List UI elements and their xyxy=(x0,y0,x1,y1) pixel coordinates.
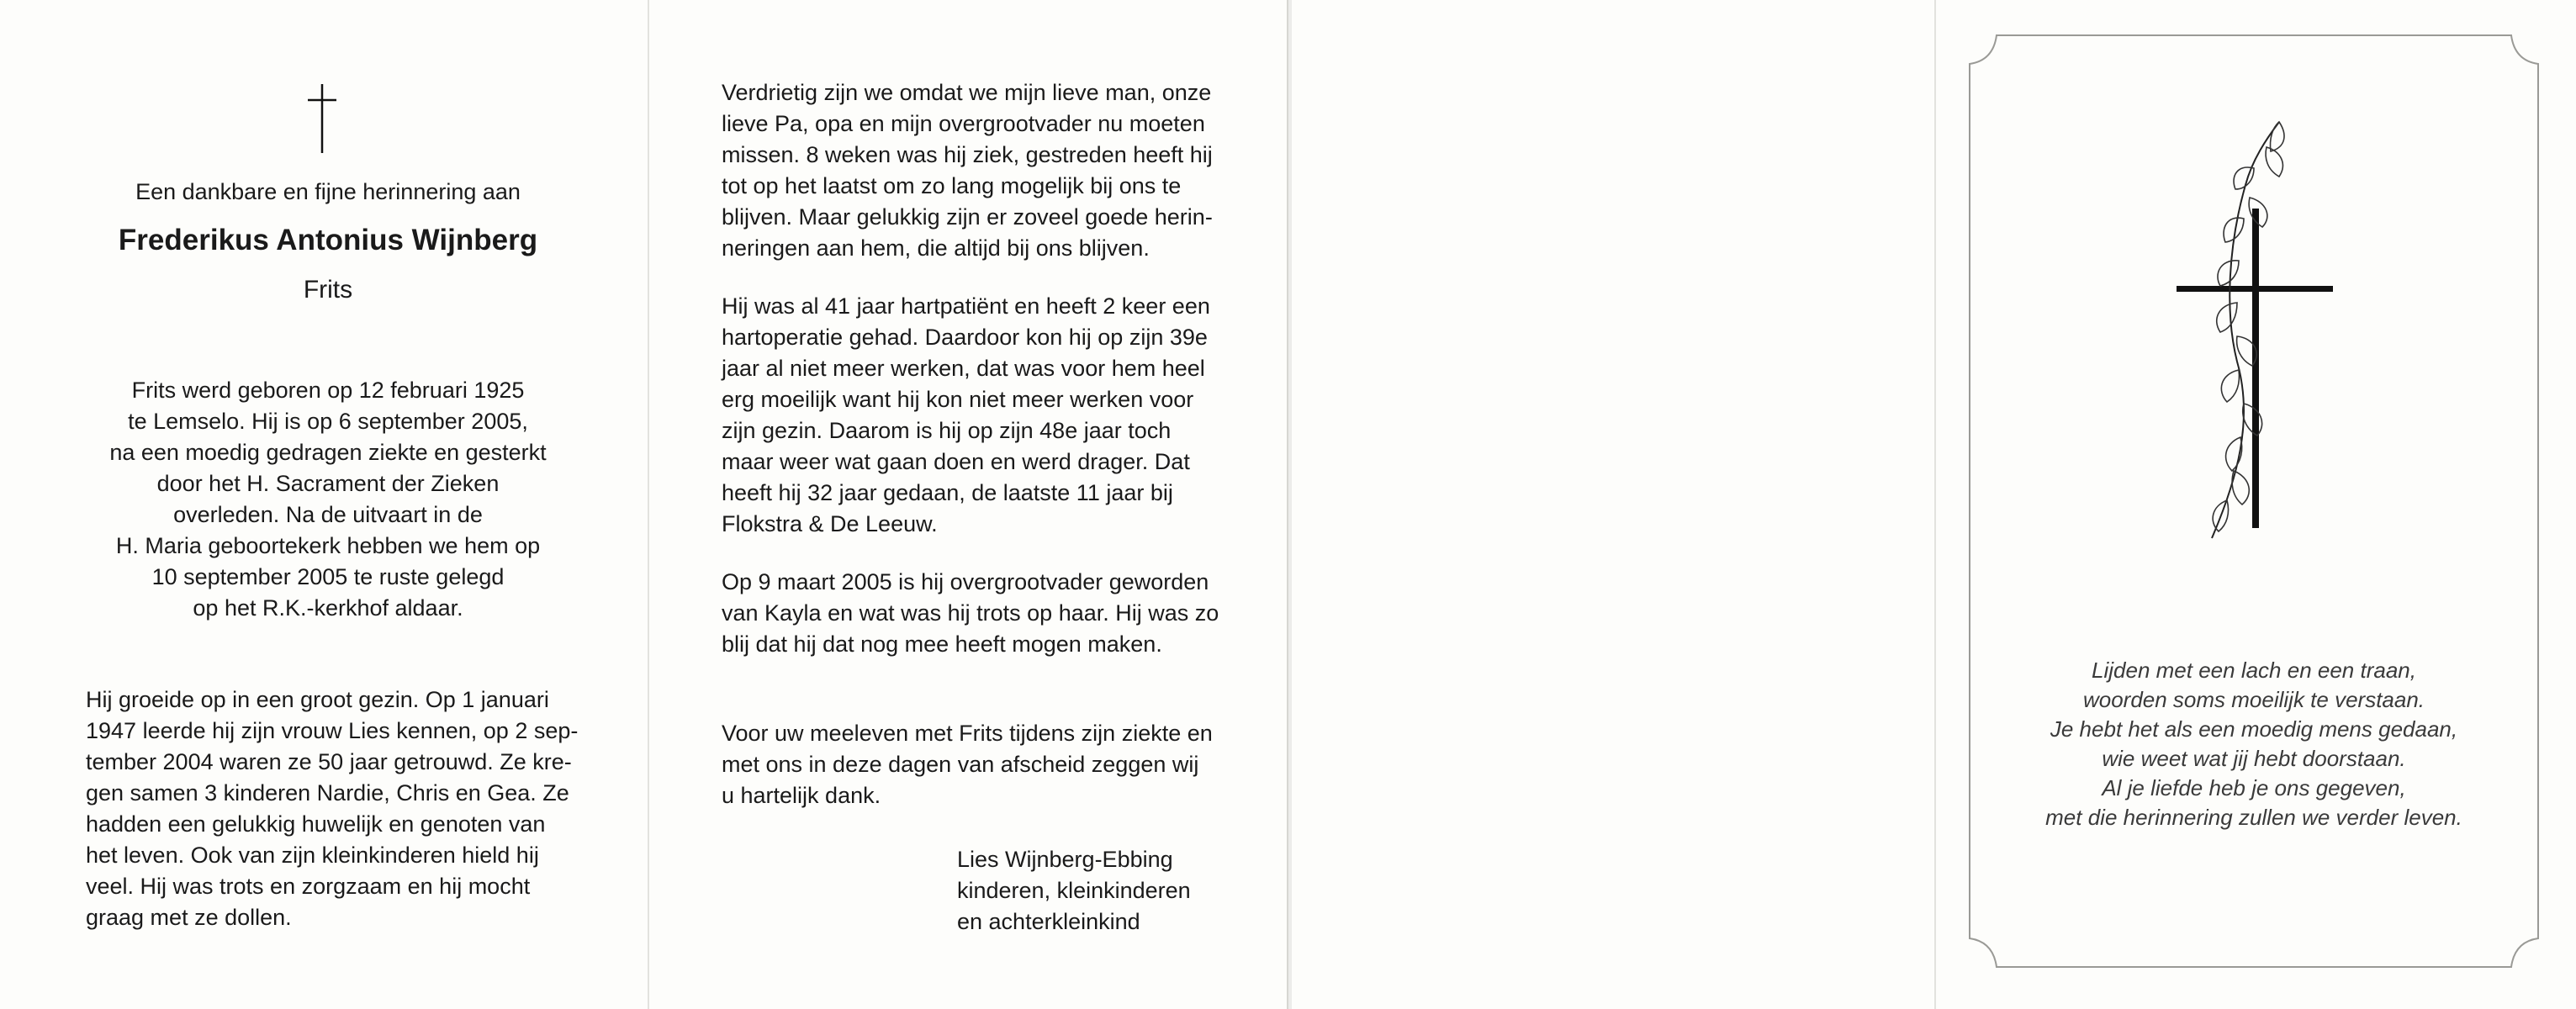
bio-line: Frits werd geboren op 12 februari 1925 xyxy=(131,378,525,403)
poem-line: Al je liefde heb je ons gegeven, xyxy=(2102,775,2406,800)
text-line: hadden een gelukkig huwelijk en genoten van xyxy=(86,811,546,837)
bio-line: overleden. Na de uitvaart in de xyxy=(173,502,483,527)
poem-line: wie weet wat jij hebt doorstaan. xyxy=(2102,746,2406,771)
text-line: missen. 8 weken was hij ziek, gestreden heeft hij xyxy=(722,142,1213,167)
youth-paragraph xyxy=(86,684,579,933)
cross-icon xyxy=(308,84,336,153)
text-line: jaar al niet meer werken, dat was voor hem heel xyxy=(722,356,1205,381)
text-line: Voor uw meeleven met Frits tijdens zijn ziekte en xyxy=(722,721,1213,746)
fold-line xyxy=(1934,0,1936,1009)
poem xyxy=(1993,656,2515,832)
text-line: Hij groeide op in een groot gezin. Op 1 januari xyxy=(86,687,549,712)
text-line: maar weer wat gaan doen en werd drager. Dat xyxy=(722,449,1190,474)
fold-line xyxy=(648,0,649,1009)
text-line: blijven. Maar gelukkig zijn er zoveel goede herin- xyxy=(722,204,1213,230)
text-line: erg moeilijk want hij kon niet meer werken voor xyxy=(722,387,1194,412)
text-line: blij dat hij dat nog mee heeft mogen maken. xyxy=(722,631,1162,657)
text-line: tot op het laatst om zo lang mogelijk bij ons te xyxy=(722,173,1182,198)
intro-line: Een dankbare en fijne herinnering aan xyxy=(135,179,521,204)
biography-paragraph xyxy=(67,375,589,624)
text-line: lieve Pa, opa en mijn overgrootvader nu moeten xyxy=(722,111,1205,136)
great-grandchild-paragraph xyxy=(722,567,1219,660)
bio-line: door het H. Sacrament der Zieken xyxy=(156,471,500,496)
bio-line: H. Maria geboortekerk hebben we hem op xyxy=(115,533,541,558)
signature-block xyxy=(957,844,1277,938)
text-line: graag met ze dollen. xyxy=(86,905,292,930)
text-line: hartoperatie gehad. Daardoor kon hij op zijn 39e xyxy=(722,325,1208,350)
text-line: Op 9 maart 2005 is hij overgrootvader geworden xyxy=(722,569,1209,594)
text-line: u hartelijk dank. xyxy=(722,783,881,808)
text-line: 1947 leerde hij zijn vrouw Lies kennen, op 2 sep- xyxy=(86,718,579,743)
deceased-name: Frederikus Antonius Wijnberg xyxy=(118,224,538,256)
cross-with-olive-branch-icon xyxy=(2153,118,2355,555)
bio-line: na een moedig gedragen ziekte en gesterkt xyxy=(109,440,547,465)
text-line: veel. Hij was trots en zorgzaam en hij mocht xyxy=(86,874,531,899)
text-line: tember 2004 waren ze 50 jaar getrouwd. Ze kre- xyxy=(86,749,572,774)
bio-line: 10 september 2005 te ruste gelegd xyxy=(151,564,505,589)
poem-line: Lijden met een lach en een traan, xyxy=(2092,658,2416,683)
poem-line: woorden soms moeilijk te verstaan. xyxy=(2082,687,2425,712)
text-line: heeft hij 32 jaar gedaan, de laatste 11 jaar bij xyxy=(722,480,1173,505)
bio-line: op het R.K.-kerkhof aldaar. xyxy=(193,595,463,621)
nickname: Frits xyxy=(303,276,353,304)
text-line: zijn gezin. Daarom is hij op zijn 48e jaar toch xyxy=(722,418,1172,443)
signature-line: Lies Wijnberg-Ebbing xyxy=(957,847,1173,872)
poem-line: met die herinnering zullen we verder leven. xyxy=(2045,805,2462,830)
signature-line: en achterkleinkind xyxy=(957,909,1140,934)
bio-line: te Lemselo. Hij is op 6 september 2005, xyxy=(128,409,528,434)
text-line: van Kayla en wat was hij trots op haar. Hij was zo xyxy=(722,600,1219,626)
text-line: het leven. Ook van zijn kleinkinderen hield hij xyxy=(86,843,539,868)
text-line: neringen aan hem, die altijd bij ons blijven. xyxy=(722,235,1150,261)
text-line: Verdrietig zijn we omdat we mijn lieve man, onze xyxy=(722,80,1212,105)
signature-line: kinderen, kleinkinderen xyxy=(957,878,1191,903)
text-line: Flokstra & De Leeuw. xyxy=(722,511,938,536)
thanks-paragraph xyxy=(722,718,1211,811)
poem-line: Je hebt het als een moedig mens gedaan, xyxy=(2050,716,2458,742)
grief-paragraph xyxy=(722,77,1211,264)
text-line: gen samen 3 kinderen Nardie, Chris en Gea. Ze xyxy=(86,780,569,806)
text-line: Hij was al 41 jaar hartpatiënt en heeft 2 keer een xyxy=(722,293,1210,319)
text-line: met ons in deze dagen van afscheid zeggen wij xyxy=(722,752,1199,777)
health-paragraph xyxy=(722,291,1211,540)
